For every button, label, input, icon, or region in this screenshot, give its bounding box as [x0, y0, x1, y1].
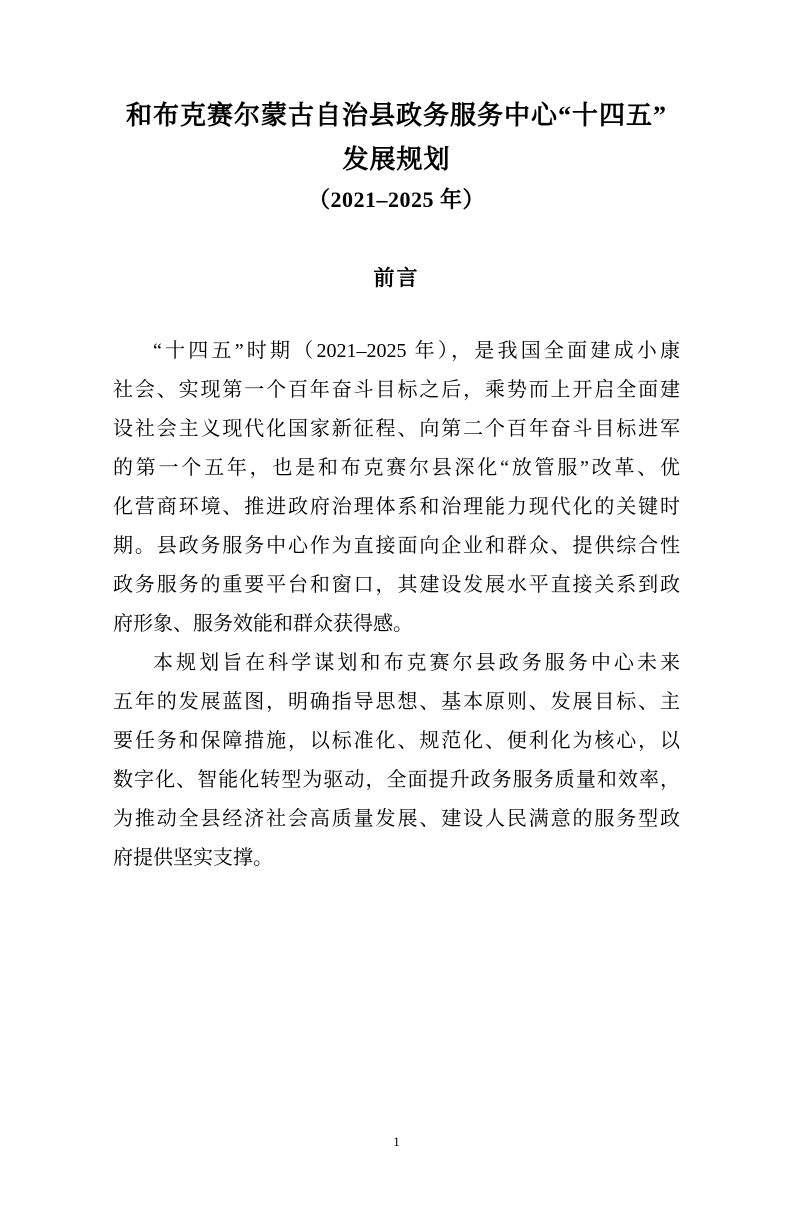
document-title [113, 94, 680, 182]
title-line-2: 发展规划 [342, 145, 451, 174]
paragraph-1-line: 府形象、服务效能和群众获得感。 [113, 613, 413, 635]
paragraph-2-line: 本规划旨在科学谋划和布克赛尔县政务服务中心未来 [153, 652, 680, 674]
paragraph-2-line: 要任务和保障措施，以标准化、规范化、便利化为核心，以 [113, 730, 680, 752]
paragraph-1-line: 社会、实现第一个百年奋斗目标之后，乘势而上开启全面建 [113, 379, 680, 401]
section-heading-preface: 前言 [373, 267, 420, 290]
document-page [0, 94, 793, 1216]
paragraph-2 [113, 644, 680, 878]
title-year-range: （2021–2025 年） [307, 187, 485, 212]
paragraph-2-line: 为推动全县经济社会高质量发展、建设人民满意的服务型政 [113, 808, 680, 830]
paragraph-1-line: 化营商环境、推进政府治理体系和治理能力现代化的关键时 [113, 496, 680, 518]
document-body [113, 332, 680, 878]
paragraph-1 [113, 332, 680, 644]
paragraph-1-line: 设社会主义现代化国家新征程、向第二个百年奋斗目标进军 [113, 418, 680, 440]
paragraph-1-line: 政务服务的重要平台和窗口，其建设发展水平直接关系到政 [113, 574, 680, 596]
paragraph-1-line: 期。县政务服务中心作为直接面向企业和群众、提供综合性 [113, 535, 680, 557]
title-line-1: 和布克赛尔蒙古自治县政务服务中心“十四五” [125, 101, 667, 130]
paragraph-2-line: 府提供坚实支撑。 [113, 847, 273, 869]
paragraph-1-line: “十四五”时期（2021–2025 年），是我国全面建成小康 [153, 340, 680, 362]
paragraph-2-line: 五年的发展蓝图，明确指导思想、基本原则、发展目标、主 [113, 691, 680, 713]
paragraph-1-line: 的第一个五年，也是和布克赛尔县深化“放管服”改革、优 [113, 457, 680, 479]
page-number: 1 [393, 1134, 400, 1149]
paragraph-2-line: 数字化、智能化转型为驱动，全面提升政务服务质量和效率， [113, 769, 680, 791]
